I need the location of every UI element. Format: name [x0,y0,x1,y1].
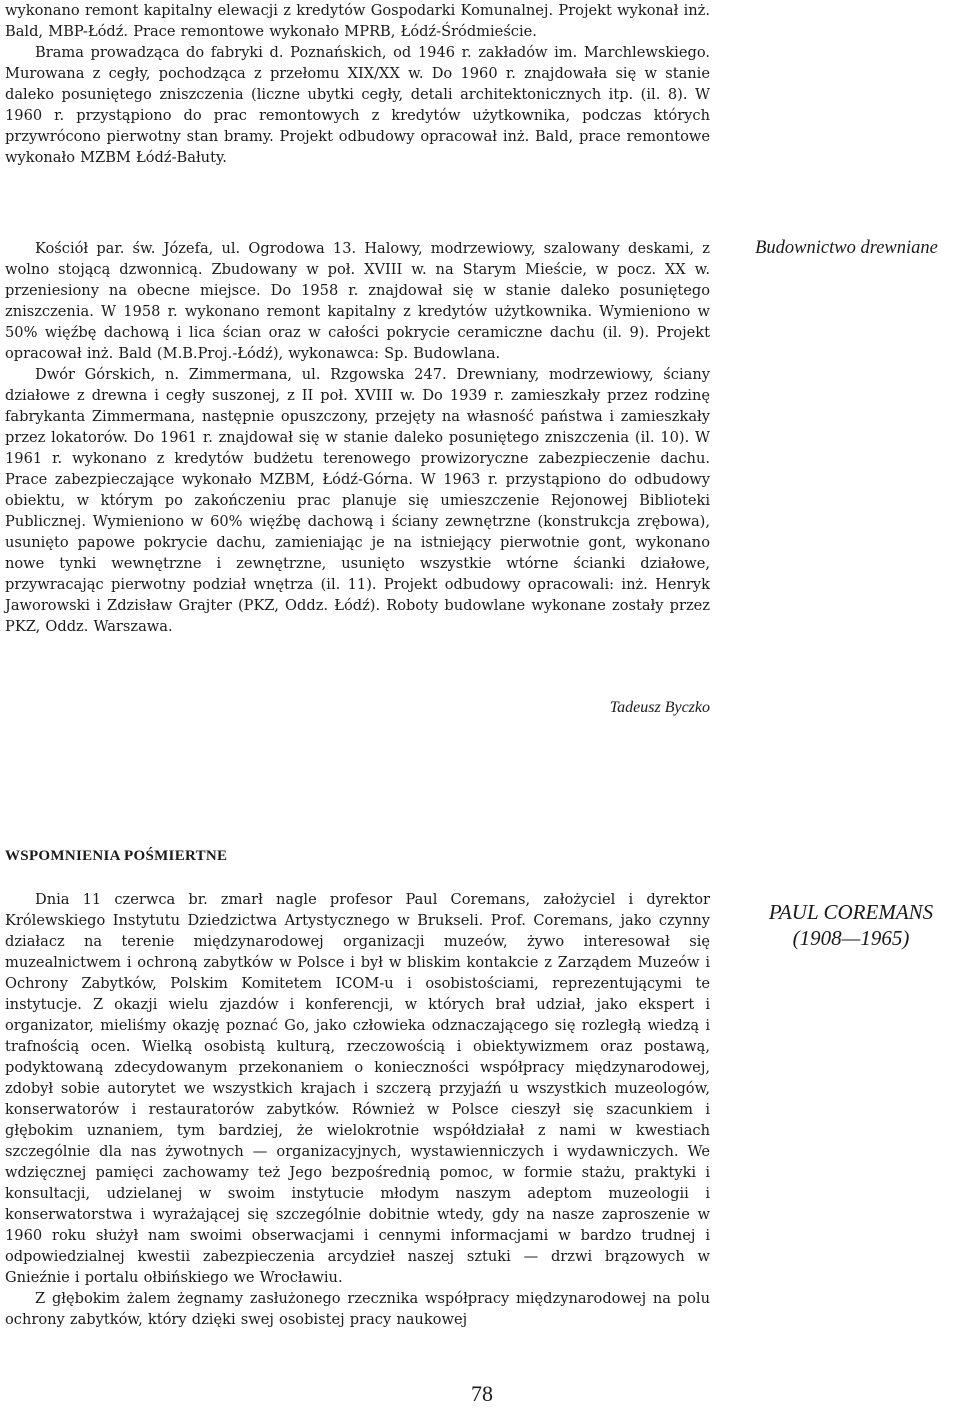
obituary-text-block [5,889,710,1330]
paragraph: Z głębokim żalem żegnamy zasłużonego rzecznika współpracy międzynarodowej na polu ochrony zabytków, który dzięki swej osobistej pracy naukowej [5,1290,710,1328]
paragraph: Brama prowadząca do fabryki d. Poznańskich, od 1946 r. zakładów im. Marchlewskiego. Murowana z cegły, pochodząca z przełomu XIX/XX w. Do 1960 r. znajdowała się w stanie daleko posuniętego zniszczenia (liczne ubytki cegły, detali architektonicznych itp. (il. 8). W 1960 r. przystąpiono do prac remontowych z kredytów użytkownika, podczas których przywrócono pierwotny stan bramy. Projekt odbudowy opracował inż. Bald, prace remontowe wykonało MZBM Łódź-Bałuty. [5,44,710,166]
paragraph: wykonano remont kapitalny elewacji z kredytów Gospodarki Komunalnej. Projekt wykonał inż. Bald, MBP-Łódź. Prace remontowe wykonało MPRB, Łódź-Śródmieście. [5,2,710,40]
section-heading: WSPOMNIENIA POŚMIERTNE [5,848,228,864]
paragraph: Kościół par. św. Józefa, ul. Ogrodowa 13. Halowy, modrzewiowy, szalowany deskami, z wolno stojącą dzwonnicą. Zbudowany w poł. XVIII w. na Starym Mieście, w pocz. XX w. przeniesiony na obecne miejsce. Do 1958 r. znajdował się w stanie daleko posuniętego zniszczenia. W 1958 r. wykonano remont kapitalny z kredytów użytkownika. Wymieniono w 50% więźbę dachową i lica ścian oraz w całości pokrycie ceramiczne dachu (il. 9). Projekt opracował inż. Bald (M.B.Proj.-Łódź), wykonawca: Sp. Budowlana. [5,240,710,362]
margin-label-wooden-architecture: Budownictwo drewniane [755,238,938,258]
obituary-name: PAUL COREMANS [768,900,934,924]
paragraph: Dnia 11 czerwca br. zmarł nagle profesor Paul Coremans, założyciel i dyrektor Królewskiego Instytutu Dziedzictwa Artystycznego w Brukseli. Prof. Coremans, jako czynny działacz na terenie międzynarodowej organizacji muzeów, żywo interesował się muzealnictwem i ochroną zabytków w Polsce i był w bliskim kontakcie z Zarządem Muzeów i Ochrony Zabytków, Polskim Komitetem ICOM-u i osobistościami, reprezentującymi te instytucje. Z okazji wielu zjazdów i konferencji, w których brał udział, jako ekspert i organizator, mieliśmy okazję poznać Go, jako człowieka odznaczającego się rozległą wiedzą i trafnością ocen. Wielką osobistą kulturą, rzeczowością i obiektywizmem oraz postawą, podyktowaną zdecydowanym przekonaniem o konieczności współpracy międzynarodowej, zdobył sobie autorytet we wszystkich krajach i szczerą przyjaźń u wszystkich muzeologów, konserwatorów i restauratorów zabytków. Również w Polsce cieszył się szacunkiem i głębokim uznaniem, tym bardziej, że wielokrotnie współdziałał z nami w kwestiach szczególnie dla nas żywotnych — organizacyjnych, wystawienniczych i wydawniczych. We wdzięcznej pamięci zachowamy też Jego bezpośrednią pomoc, w formie stażu, praktyki i konsultacji, udzielanej w swoim instytucie młodym naszym adeptom muzeologii i konserwatorstwa i wyrażającej się szczególnie dobitnie wtedy, gdy na nasze zaproszenie w 1960 roku służył nam swoimi obserwacjami i cennymi informacjami w bardzo trudnej i odpowiedzialnej kwestii zabezpieczenia arcydzieł naszej sztuki — drzwi brązowych w Gnieźnie i portalu ołbińskiego we Wrocławiu. [5,891,710,1286]
paragraph: Dwór Górskich, n. Zimmermana, ul. Rzgowska 247. Drewniany, modrzewiowy, ściany działowe z drewna i cegły suszonej, z II poł. XVIII w. Do 1939 r. zamieszkały przez rodzinę fabrykanta Zimmermana, następnie opuszczony, przejęty na własność państwa i zamieszkały przez lokatorów. Do 1961 r. znajdował się w stanie daleko posuniętego zniszczenia (il. 10). W 1961 r. wykonano z kredytów budżetu terenowego prowizoryczne zabezpieczenie dachu. Prace zabezpieczające wykonało MZBM, Łódź-Górna. W 1963 r. przystąpiono do odbudowy obiektu, w którym po zakończeniu prac planuje się umieszczenie Rejonowej Biblioteki Publicznej. Wymieniono w 60% więźbę dachową i ściany zewnętrzne (konstrukcja zrębowa), usunięto papowe pokrycie dachu, zamieniając je na istniejący pierwotnie gont, wykonano nowe tynki wewnętrzne i zewnętrzne, usunięto wszystkie wtórne ścianki działowe, przywracając pierwotny podział wnętrza (il. 11). Projekt odbudowy opracowali: inż. Henryk Jaworowski i Zdzisław Grajter (PKZ, Oddz. Łódź). Roboty budowlane wykonane zostały przez PKZ, Oddz. Warszawa. [5,366,710,635]
author-signature: Tadeusz Byczko [609,699,710,716]
continuation-text-block [5,0,710,168]
wooden-architecture-text-block [5,238,710,637]
obituary-dates: (1908—1965) [792,926,910,950]
page-number: 78 [471,1381,493,1406]
margin-label-obituary-name [745,899,957,951]
